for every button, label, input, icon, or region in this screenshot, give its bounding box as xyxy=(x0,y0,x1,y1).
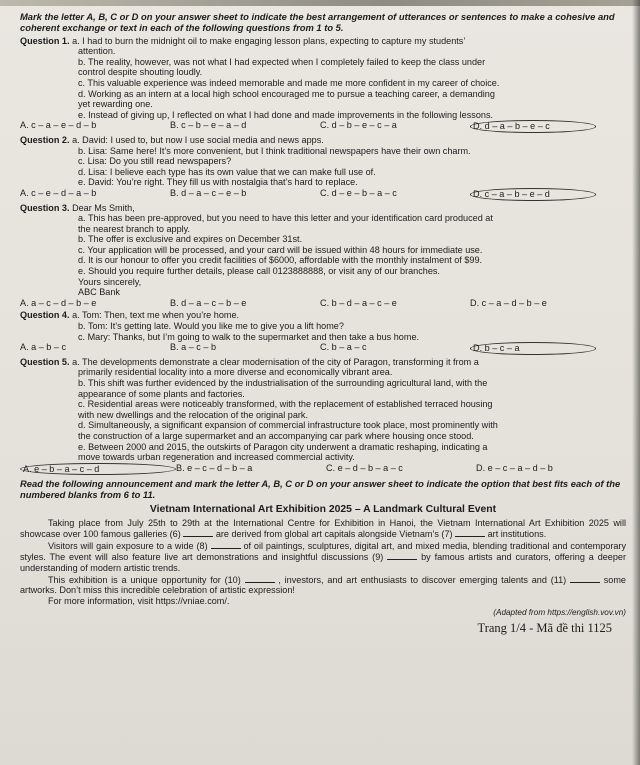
question-label: Question 4. xyxy=(20,310,70,321)
blank-10[interactable] xyxy=(245,574,275,583)
utterance: appearance of some plants and factories. xyxy=(78,388,245,399)
option-b[interactable]: B. c – b – e – a – d xyxy=(170,120,247,131)
utterance: primarily residential locality into a more diverse and economically vibrant area. xyxy=(78,367,393,378)
page-top-edge xyxy=(0,0,640,6)
utterance: e. Instead of giving up, I reflected on what I had done and made improvements in the following lessons. xyxy=(78,109,494,120)
option-a[interactable]: A. e – b – a – c – d xyxy=(20,463,176,476)
utterance: b. The reality, however, was not what I had expected when I completely failed to keep the class under xyxy=(78,56,486,67)
utterance: move towards urban regeneration and increased commercial activity. xyxy=(78,452,355,463)
instruction-1: Mark the letter A, B, C or D on your answer sheet to indicate the best arrangement of utterances or sentences to make a cohesive and coherent exchange or text in each of the following questions from 1 to 5. xyxy=(20,11,615,33)
passage-source: (Adapted from https://english.vov.vn) xyxy=(493,608,626,618)
utterance: d. Simultaneously, a significant expansion of commercial infrastructure took place, most prominently with xyxy=(78,420,498,431)
utterance: the construction of a large supermarket and an accompanying car park where housing once stood. xyxy=(78,430,474,441)
option-d[interactable]: D. b – c – a xyxy=(470,342,596,355)
passage-text: some artworks. Don’t miss this incredible celebration of artistic expression! xyxy=(20,574,626,596)
option-a[interactable]: A. a – c – d – b – e xyxy=(20,297,97,308)
utterance: e. Between 2000 and 2015, the outskirts of Paragon city underwent a dramatic reshaping, indicating a xyxy=(78,441,488,452)
blank-11[interactable] xyxy=(570,574,600,583)
passage-paragraph-4: For more information, visit https://vniae.com/. xyxy=(48,595,230,606)
question-label: Question 5. xyxy=(20,356,70,367)
passage-text: of oil paintings, sculptures, digital art, and mixed media, blending traditional and contemporary styles. The event will also feature live art demonstrations and insightful discussions (9) xyxy=(20,540,626,563)
letter-closing: Yours sincerely, xyxy=(78,276,142,287)
option-c[interactable]: C. e – d – b – a – c xyxy=(326,462,403,473)
page-shadow xyxy=(632,0,640,765)
utterance: c. Residential areas were noticeably transformed, with the replacement of established terraced housing xyxy=(78,399,493,410)
utterance: b. The offer is exclusive and expires on December 31st. xyxy=(78,234,303,245)
letter-opening: Dear Ms Smith, xyxy=(72,202,135,213)
utterance: c. Mary: Thanks, but I’m going to walk to the supermarket and then take a bus home. xyxy=(78,331,420,342)
utterance: c. Lisa: Do you still read newspapers? xyxy=(78,156,232,167)
option-a[interactable]: A. c – a – e – d – b xyxy=(20,120,97,131)
utterance: a. Tom: Then, text me when you’re home. xyxy=(72,310,240,321)
question-1 xyxy=(20,36,626,133)
blank-9[interactable] xyxy=(387,551,417,560)
utterance: b. This shift was further evidenced by the industrialisation of the surrounding agricultural land, with the xyxy=(78,378,488,388)
passage-title: Vietnam International Art Exhibition 2025 – A Landmark Cultural Event xyxy=(149,503,497,515)
utterance: d. It is our honour to offer you credit facilities of $6000, affordable with the monthly instalment of $99. xyxy=(78,255,483,266)
option-c[interactable]: C. b – d – a – c – e xyxy=(320,297,397,308)
option-d[interactable]: D. c – a – b – e – d xyxy=(470,188,596,201)
option-c[interactable]: C. d – b – e – c – a xyxy=(320,120,397,131)
utterance: c. This valuable experience was indeed memorable and made me more confident in my career of choice. xyxy=(78,77,500,88)
letter-signature: ABC Bank xyxy=(78,287,120,298)
passage-text: by famous artists and curators, offering a deeper understanding of modern artistic trends. xyxy=(20,552,627,573)
option-d[interactable]: D. d – a – b – e – c xyxy=(470,120,596,133)
question-label: Question 2. xyxy=(20,134,70,145)
instruction-2: Read the following announcement and mark the letter A, B, C or D on your answer sheet to indicate the option that best fits each of the numbered blanks from 6 to 11. xyxy=(20,478,621,501)
passage-paragraph-1 xyxy=(20,518,626,540)
blank-8[interactable] xyxy=(211,540,241,549)
question-label: Question 1. xyxy=(20,35,70,46)
passage-paragraph-3 xyxy=(20,574,626,596)
utterance: a. The developments demonstrate a clear modernisation of the city of Paragon, transforming it from a xyxy=(72,356,479,367)
utterance: e. David: You’re right. They fill us with nostalgia that’s hard to replace. xyxy=(78,177,358,188)
option-c[interactable]: C. d – e – b – a – c xyxy=(320,187,397,198)
passage-text: are derived from global art capitals alongside Vietnam’s (7) xyxy=(215,529,453,540)
option-d[interactable]: D. c – a – d – b – e xyxy=(470,297,547,308)
option-b[interactable]: B. d – a – c – b – e xyxy=(170,297,247,308)
utterance: e. Should you require further details, please call 0123888888, or visit any of our branches. xyxy=(78,266,440,277)
utterance: the nearest branch to apply. xyxy=(78,223,191,234)
option-b[interactable]: B. e – c – d – b – a xyxy=(176,462,253,473)
option-c[interactable]: C. b – a – c xyxy=(320,342,367,353)
answer-options xyxy=(20,342,626,355)
question-label: Question 3. xyxy=(20,202,70,213)
passage-text: Visitors will gain exposure to a wide (8) xyxy=(48,540,208,551)
utterance: a. I had to burn the midnight oil to make engaging lesson plans, expecting to capture my students’ xyxy=(72,35,466,46)
answer-options xyxy=(20,463,626,476)
question-2 xyxy=(20,135,626,201)
question-3 xyxy=(20,203,626,309)
passage-paragraph-2 xyxy=(20,540,626,574)
blank-7[interactable] xyxy=(455,528,485,537)
answer-options xyxy=(20,120,626,133)
option-a[interactable]: A. c – e – d – a – b xyxy=(20,187,97,198)
utterance: with new dwellings and the relocation of the original park. xyxy=(78,409,309,420)
utterance: a. David: I used to, but now I use social media and news apps. xyxy=(72,134,324,145)
utterance: d. Lisa: I believe each type has its own value that we can make full use of. xyxy=(78,166,376,177)
option-b[interactable]: B. d – a – c – e – b xyxy=(170,187,247,198)
question-4 xyxy=(20,310,626,354)
utterance: b. Lisa: Same here! It’s more convenient, but I think traditional newspapers have their own charm. xyxy=(78,145,471,156)
answer-options xyxy=(20,298,626,309)
page-footer: Trang 1/4 - Mã đề thi 1125 xyxy=(477,620,612,635)
utterance: yet rewarding one. xyxy=(78,99,153,110)
utterance: d. Working as an intern at a local high school encouraged me to pursue a teaching career, a demanding xyxy=(78,88,495,99)
utterance: a. This has been pre-approved, but you need to have this letter and your identification card produced at xyxy=(78,213,493,224)
utterance: c. Your application will be processed, and your card will be issued within 48 hours for immediate use. xyxy=(78,244,483,255)
question-5 xyxy=(20,357,626,476)
blank-6[interactable] xyxy=(183,528,213,537)
passage-text: , investors, and art enthusiasts to discover emerging talents and (11) xyxy=(278,574,567,585)
utterance: control despite shouting loudly. xyxy=(78,67,203,78)
option-a[interactable]: A. a – b – c xyxy=(20,342,67,353)
option-b[interactable]: B. a – c – b xyxy=(170,342,217,353)
utterance: b. Tom: It’s getting late. Would you like me to give you a lift home? xyxy=(78,321,344,332)
utterance: attention. xyxy=(78,46,116,57)
passage-text: This exhibition is a unique opportunity for (10) xyxy=(48,574,241,585)
answer-options xyxy=(20,188,626,201)
option-d[interactable]: D. e – c – a – d – b xyxy=(476,462,553,473)
passage-text: Taking place from July 25th to 29th at the International Centre for Exhibition in Hanoi, the Vietnam International Art Exhibition 2025 will showcase over 100 famous galleries (6) xyxy=(20,517,626,540)
passage-text: art institutions. xyxy=(487,529,547,540)
